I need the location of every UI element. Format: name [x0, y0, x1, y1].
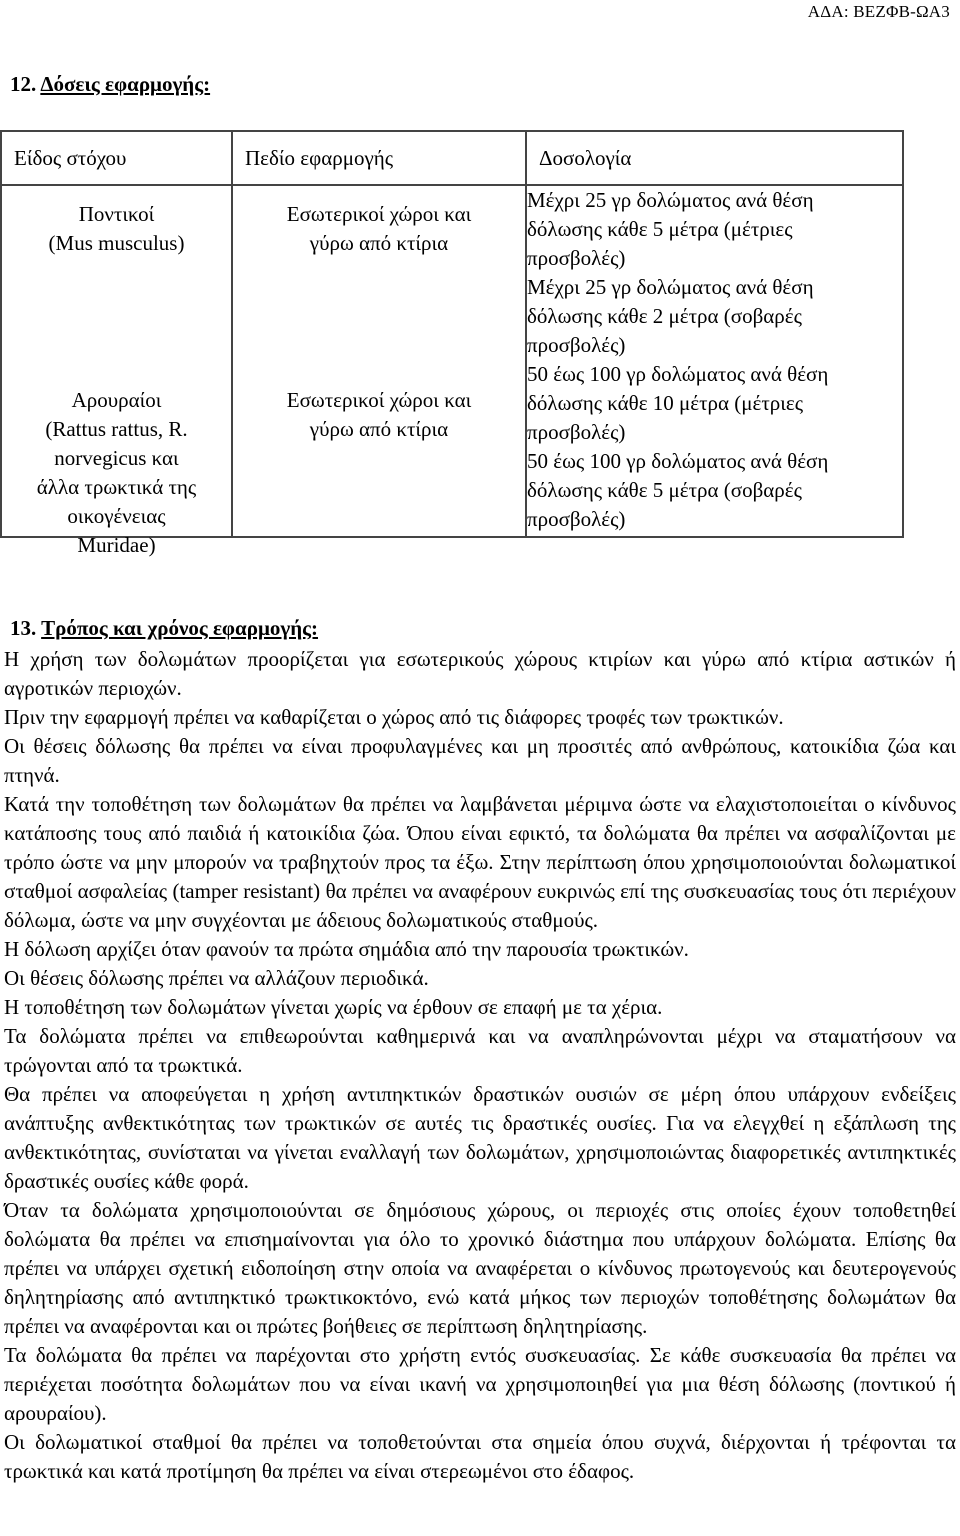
ada-code: ΑΔΑ: ΒΕΖΦΒ-ΩΑ3: [807, 2, 950, 21]
paragraph: Πριν την εφαρμογή πρέπει να καθαρίζεται ο χώρος από τις διάφορες τροφές των τρωκτικών.: [4, 705, 784, 729]
paragraph: Η χρήση των δολωμάτων προορίζεται για εσωτερικούς χώρους κτιρίων και γύρω από κτίρια αστικών ή αγροτικών περιοχών.: [4, 647, 956, 700]
section-12-heading: [10, 72, 210, 97]
paragraph: Η τοποθέτηση των δολωμάτων γίνεται χωρίς να έρθουν σε επαφή με τα χέρια.: [4, 995, 663, 1019]
section-13-number: 13.: [10, 616, 37, 640]
dosage-table: [0, 130, 904, 557]
section-12-number: 12.: [10, 72, 37, 96]
paragraph: Θα πρέπει να αποφεύγεται η χρήση αντιπηκτικών δραστικών ουσιών σε μέρη όπου υπάρχουν ενδείξεις ανάπτυξης ανθεκτικότητας των τρωκτικών σε αυτές τις δραστικές ουσίες. Για να ελεγχθεί η εξάπλωση της ανθεκτικότητας, συνίσταται να γίνεται εναλλαγή των δολωμάτων, χρησιμοποιώντας διαφορετικές αντιπηκτικές δραστικές ουσίες κάθε φορά.: [4, 1082, 956, 1193]
paragraph: Οι θέσεις δόλωσης θα πρέπει να είναι προφυλαγμένες και μη προσιτές από ανθρώπους, κατοικίδια ζώα και πτηνά.: [4, 734, 956, 787]
section-13-title: Τρόπος και χρόνος εφαρμογής:: [41, 616, 318, 640]
paragraph: Τα δολώματα θα πρέπει να παρέχονται στο χρήστη εντός συσκευασίας. Σε κάθε συσκευασία θα πρέπει να περιέχεται ποσότητα δολωμάτων που να είναι ικανή να χρησιμοποιηθεί για μια θέση δόλωσης (ποντικού ή αρουραίου).: [4, 1343, 956, 1425]
target-cell: [1, 185, 232, 557]
field-cell: [232, 185, 526, 537]
target-mice: Ποντικοί (Mus musculus): [48, 202, 185, 255]
table-row: [1, 185, 903, 537]
header-target: Είδος στόχου: [1, 131, 232, 185]
section-13-heading: [10, 616, 318, 641]
field-mice: Εσωτερικοί χώροι και γύρω από κτίρια: [286, 202, 472, 255]
paragraph: Η δόλωση αρχίζει όταν φανούν τα πρώτα σημάδια από την παρουσία τρωκτικών.: [4, 937, 689, 961]
dosage-cell: Μέχρι 25 γρ δολώματος ανά θέση δόλωσης κάθε 5 μέτρα (μέτριες προσβολές) Μέχρι 25 γρ δολώματος ανά θέση δόλωσης κάθε 2 μέτρα (σοβαρές προσβολές) 50 έως 100 γρ δολώματος ανά θέση δόλωσης κάθε 10 μέτρα (μέτριες προσβολές) 50 έως 100 γρ δολώματος ανά θέση δόλωσης κάθε 5 μέτρα (σοβαρές προσβολές): [526, 185, 903, 537]
table-header-row: [1, 131, 903, 185]
header-dosage: Δοσολογία: [526, 131, 903, 185]
header-field: Πεδίο εφαρμογής: [232, 131, 526, 185]
paragraph: Κατά την τοποθέτηση των δολωμάτων θα πρέπει να λαμβάνεται μέριμνα ώστε να ελαχιστοποιείται ο κίνδυνος κατάποσης τους από παιδιά ή κατοικίδια ζώα. Όπου είναι εφικτό, τα δολώματα θα πρέπει να ασφαλίζονται με τρόπο ώστε να μην μπορούν να τραβηχτούν προς τα έξω. Στην περίπτωση όπου χρησιμοποιούνται δολωματικοί σταθμοί ασφαλείας (tamper resistant) θα πρέπει να αναφέρουν ευκρινώς επί της συσκευασίας τους ότι περιέχουν δόλωμα, ώστε να μην συγχέονται με άδειους δολωματικούς σταθμούς.: [4, 792, 956, 932]
paragraph: Οι δολωματικοί σταθμοί θα πρέπει να τοποθετούνται στα σημεία όπου συχνά, διέρχονται ή τρέφονται τα τρωκτικά και κατά προτίμηση θα πρέπει να είναι στερεωμένοι στο έδαφος.: [4, 1430, 956, 1483]
paragraph: Όταν τα δολώματα χρησιμοποιούνται σε δημόσιους χώρους, οι περιοχές στις οποίες έχουν τοποθετηθεί δολώματα θα πρέπει να επισημαίνονται για όλο το χρονικό διάστημα που υπάρχουν δολώματα. Επίσης θα πρέπει να υπάρχει σχετική ειδοποίηση στην οποία να αναφέρεται ο κίνδυνος πρωτογενούς και δευτερογενούς δηλητηρίασης από αντιπηκτικό τρωκτικοκτόνο, ενώ κατά μήκος των περιοχών τοποθέτησης δολωμάτων θα πρέπει να αναφέρονται και οι πρώτες βοήθειες σε περίπτωση δηλητηρίασης.: [4, 1198, 956, 1338]
section-13-body: [4, 645, 956, 1486]
target-rats: Αρουραίοι (Rattus rattus, R. norvegicus και άλλα τρωκτικά της οικογένειας Muridae): [36, 388, 197, 557]
section-12-title: Δόσεις εφαρμογής:: [40, 72, 211, 96]
field-rats: Εσωτερικοί χώροι και γύρω από κτίρια: [286, 388, 472, 441]
paragraph: Οι θέσεις δόλωσης πρέπει να αλλάζουν περιοδικά.: [4, 966, 429, 990]
paragraph: Τα δολώματα πρέπει να επιθεωρούνται καθημερινά και να αναπληρώνονται μέχρι να σταματήσουν να τρώγονται από τα τρωκτικά.: [4, 1024, 956, 1077]
